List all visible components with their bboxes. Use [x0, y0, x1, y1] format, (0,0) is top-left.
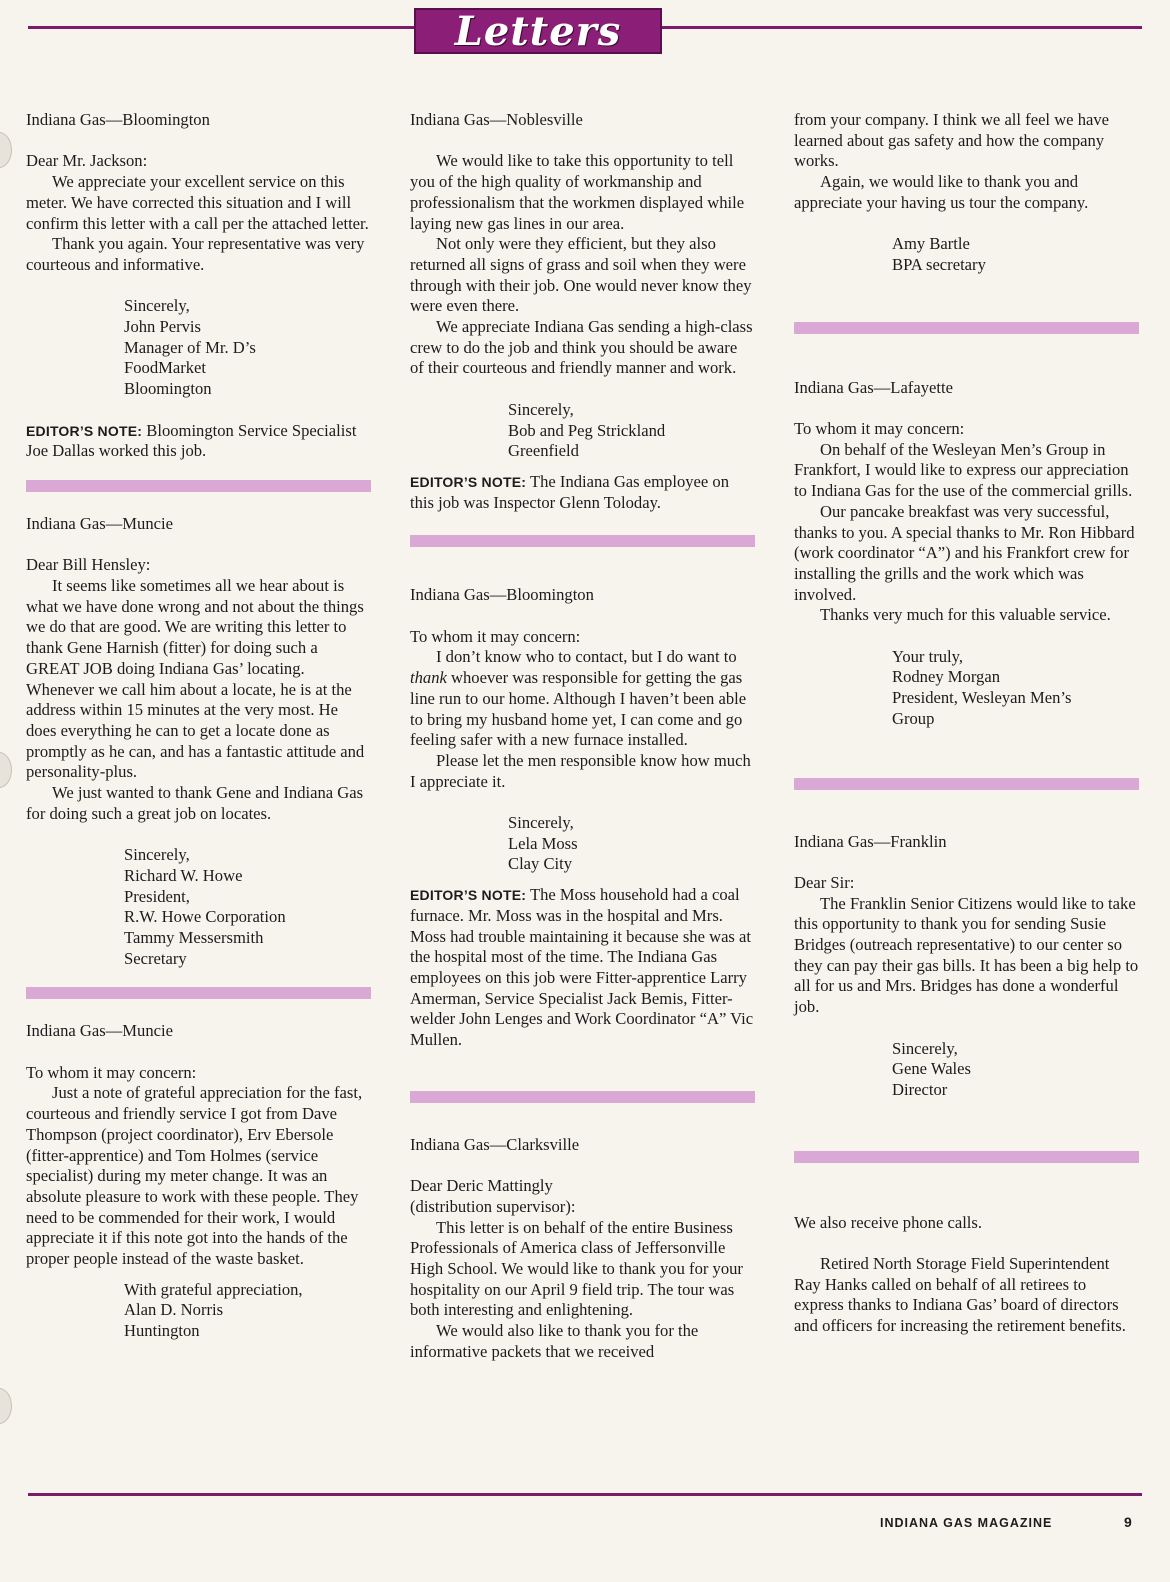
letter-paragraph: Thanks very much for this valuable service. — [820, 605, 1111, 625]
letter-signature: Richard W. Howe — [124, 865, 243, 885]
letter-signature: Amy Bartle — [892, 234, 970, 254]
letter-paragraph: Our pancake breakfast was very successful, thanks to you. A special thanks to Mr. Ron Hibbard (work coordinator “A”) and his Frankfort crew for installing the grills and the work which was involved. — [794, 501, 1135, 604]
section-divider — [410, 535, 755, 547]
letter-closing: Sincerely, — [508, 813, 574, 833]
letter-heading: Indiana Gas—Franklin — [794, 831, 947, 851]
letter-noblesville — [410, 110, 755, 513]
footer-magazine-name: INDIANA GAS MAGAZINE — [880, 1516, 1053, 1530]
letter-emphasis: thank — [410, 668, 447, 688]
letter-signature: Group — [892, 708, 935, 728]
letter-paragraph: On behalf of the Wesleyan Men’s Group in Frankfort, I would like to express our appreciation to Indiana Gas for the use of the commercial grills. — [794, 439, 1133, 501]
editors-note-label: EDITOR’S NOTE: — [410, 473, 527, 490]
letter-salutation: Dear Sir: — [794, 872, 855, 892]
letter-muncie-2 — [26, 1021, 371, 1342]
letter-signature: Lela Moss — [508, 833, 578, 853]
letter-clarksville — [410, 1135, 755, 1363]
letter-paragraph: Retired North Storage Field Superintendent Ray Hanks called on behalf of all retirees to express thanks to Indiana Gas’ board of directors and officers for increasing the retirement benefits. — [794, 1254, 1126, 1336]
letter-signature: Huntington — [124, 1321, 200, 1341]
letter-signature: Director — [892, 1079, 948, 1099]
letter-signature: Tammy Messersmith — [124, 927, 264, 947]
letter-paragraph: This letter is on behalf of the entire Business Professionals of America class of Jeffersonville High School. We would like to thank you for your hospitality on our April 9 field trip. The tour was both interesting and enlightening. — [410, 1217, 743, 1320]
section-divider — [794, 1151, 1139, 1163]
section-divider — [26, 987, 371, 999]
binder-hole-icon — [0, 132, 12, 168]
letter-closing: With grateful appreciation, — [124, 1279, 303, 1299]
letter-heading: Indiana Gas—Bloomington — [410, 585, 594, 605]
section-divider — [794, 322, 1139, 334]
editors-note-label: EDITOR’S NOTE: — [410, 887, 527, 904]
editors-note-text: The Moss household had a coal furnace. Mr. Moss was in the hospital and Mrs. Moss had trouble maintaining it because she was at the hospital most of the time. The Indiana Gas employees on this job were Fitter-apprentice Larry Amerman, Service Specialist Jack Bemis, Fitter-welder John Lenges and Work Coordinator “A” Vic Mullen. — [410, 885, 754, 1050]
letter-salutation: To whom it may concern: — [26, 1062, 197, 1082]
letter-paragraph: Please let the men responsible know how much I appreciate it. — [410, 750, 751, 791]
binder-hole-icon — [0, 1388, 12, 1424]
letter-signature: Manager of Mr. D’s — [124, 337, 256, 357]
letter-salutation: To whom it may concern: — [410, 626, 581, 646]
letter-bloomington-2 — [410, 585, 755, 1050]
letter-paragraph: We appreciate your excellent service on this meter. We have corrected this situation and I will confirm this letter with a call per the attached letter. — [26, 172, 369, 233]
letter-closing: Sincerely, — [124, 296, 190, 316]
letter-salutation: Dear Deric Mattingly — [410, 1176, 553, 1196]
bottom-rule — [28, 1493, 1142, 1496]
letter-signature: Clay City — [508, 854, 573, 874]
letter-paragraph: We would also like to thank you for the informative packets that we received — [410, 1321, 699, 1361]
binder-hole-icon — [0, 752, 12, 788]
letter-signature: R.W. Howe Corporation — [124, 907, 286, 927]
letter-paragraph: We would like to take this opportunity to tell you of the high quality of workmanship and professionalism that the workmen displayed while laying new gas lines in our area. — [410, 151, 745, 233]
phone-calls-intro: We also receive phone calls. — [794, 1212, 983, 1232]
letter-paragraph — [410, 647, 755, 751]
column-3 — [794, 110, 1139, 1337]
letter-salutation: Dear Bill Hensley: — [26, 555, 151, 575]
letter-signature: Bob and Peg Strickland — [508, 420, 666, 440]
letter-clarksville-continued — [794, 110, 1139, 276]
section-divider — [794, 778, 1139, 790]
letter-heading: Indiana Gas—Lafayette — [794, 377, 953, 397]
letter-closing: Your truly, — [892, 646, 964, 666]
masthead-banner — [414, 8, 662, 54]
letter-heading: Indiana Gas—Noblesville — [410, 110, 583, 129]
letter-paragraph: Again, we would like to thank you and appreciate your having us tour the company. — [794, 172, 1089, 212]
editors-note — [410, 472, 755, 513]
letter-signature: Alan D. Norris — [124, 1300, 224, 1320]
letter-paragraph: Not only were they efficient, but they also returned all signs of grass and soil when they were through with their job. One would never know they were even there. — [410, 234, 752, 316]
masthead-title: Letters — [454, 7, 622, 55]
editors-note — [410, 885, 755, 1051]
letter-paragraph: Thank you again. Your representative was very courteous and informative. — [26, 234, 365, 274]
letter-salutation: Dear Mr. Jackson: — [26, 151, 148, 171]
phone-calls-section — [794, 1213, 1139, 1337]
letter-heading: Indiana Gas—Muncie — [26, 1021, 173, 1041]
letter-paragraph: Just a note of grateful appreciation for the fast, courteous and friendly service I got from Dave Thompson (project coordinator), Erv Ebersole (fitter-apprentice) and Tom Holmes (service specialist) during my meter change. It was an absolute pleasure to work with these people. They need to be commended for their work, I would appreciate it if this note got into the hands of the proper people instead of the waste basket. — [26, 1083, 363, 1269]
letter-closing: Sincerely, — [124, 845, 190, 865]
letter-signature: President, — [124, 886, 190, 906]
section-divider — [410, 1091, 755, 1103]
editors-note — [26, 421, 371, 462]
letter-text: whoever was responsible for getting the gas line run to our home. Although I haven’t been able to bring my husband home yet, I can come and go feeling safer with a new furnace installed. — [410, 668, 747, 750]
letter-signature: BPA secretary — [892, 254, 986, 274]
letter-heading: Indiana Gas—Clarksville — [410, 1134, 580, 1154]
footer-page-number: 9 — [1124, 1514, 1132, 1530]
letter-paragraph: We appreciate Indiana Gas sending a high-class crew to do the job and think you should be aware of their courteous and friendly manner and work. — [410, 317, 753, 378]
editors-note-label: EDITOR’S NOTE: — [26, 422, 143, 439]
letter-franklin — [794, 832, 1139, 1101]
letter-lafayette — [794, 378, 1139, 730]
letter-muncie-1 — [26, 514, 371, 969]
letter-salutation: To whom it may concern: — [794, 419, 965, 438]
section-divider — [26, 480, 371, 492]
letter-closing: Sincerely, — [892, 1038, 958, 1058]
letter-signature: FoodMarket — [124, 358, 207, 378]
letter-bloomington-1 — [26, 110, 371, 462]
letter-paragraph: from your company. I think we all feel we have learned about gas safety and how the company works. — [794, 110, 1110, 171]
letter-closing: Sincerely, — [508, 399, 574, 419]
letter-paragraph: The Franklin Senior Citizens would like to take this opportunity to thank you for sending Susie Bridges (outreach representative) to our center so they can pay their gas bills. It has been a big help to all for us and Mrs. Bridges has done a wonderful job. — [794, 893, 1139, 1017]
column-2 — [410, 110, 755, 1362]
column-1 — [26, 110, 371, 1342]
editors-note-text: Bloomington Service Specialist Joe Dallas worked this job. — [26, 420, 357, 461]
letter-paragraph: It seems like sometimes all we hear about is what we have done wrong and not about the things we do that are good. We are writing this letter to thank Gene Harnish (fitter) for doing such a GREAT JOB doing Indiana Gas’ locating. Whenever we call him about a locate, he is at the address within 15 minutes at the very most. He does everything he can to get a locate done as promptly as he can, and has a fantastic attitude and personality-plus. — [26, 576, 365, 782]
letter-heading: Indiana Gas—Muncie — [26, 513, 173, 533]
letter-text: I don’t know who to contact, but I do want to — [436, 647, 737, 667]
letter-signature: Secretary — [124, 948, 187, 968]
letter-signature: Bloomington — [124, 379, 212, 399]
letter-signature: Rodney Morgan — [892, 667, 1001, 687]
letter-signature: John Pervis — [124, 317, 201, 336]
letter-paragraph: We just wanted to thank Gene and Indiana Gas for doing such a great job on locates. — [26, 783, 364, 823]
letter-signature: President, Wesleyan Men’s — [892, 688, 1072, 708]
letter-salutation: (distribution supervisor): — [410, 1196, 576, 1216]
editors-note-text: The Indiana Gas employee on this job was Inspector Glenn Toloday. — [410, 471, 730, 512]
letter-signature: Gene Wales — [892, 1059, 971, 1079]
letter-signature: Greenfield — [508, 441, 579, 461]
letter-heading: Indiana Gas—Bloomington — [26, 110, 210, 129]
